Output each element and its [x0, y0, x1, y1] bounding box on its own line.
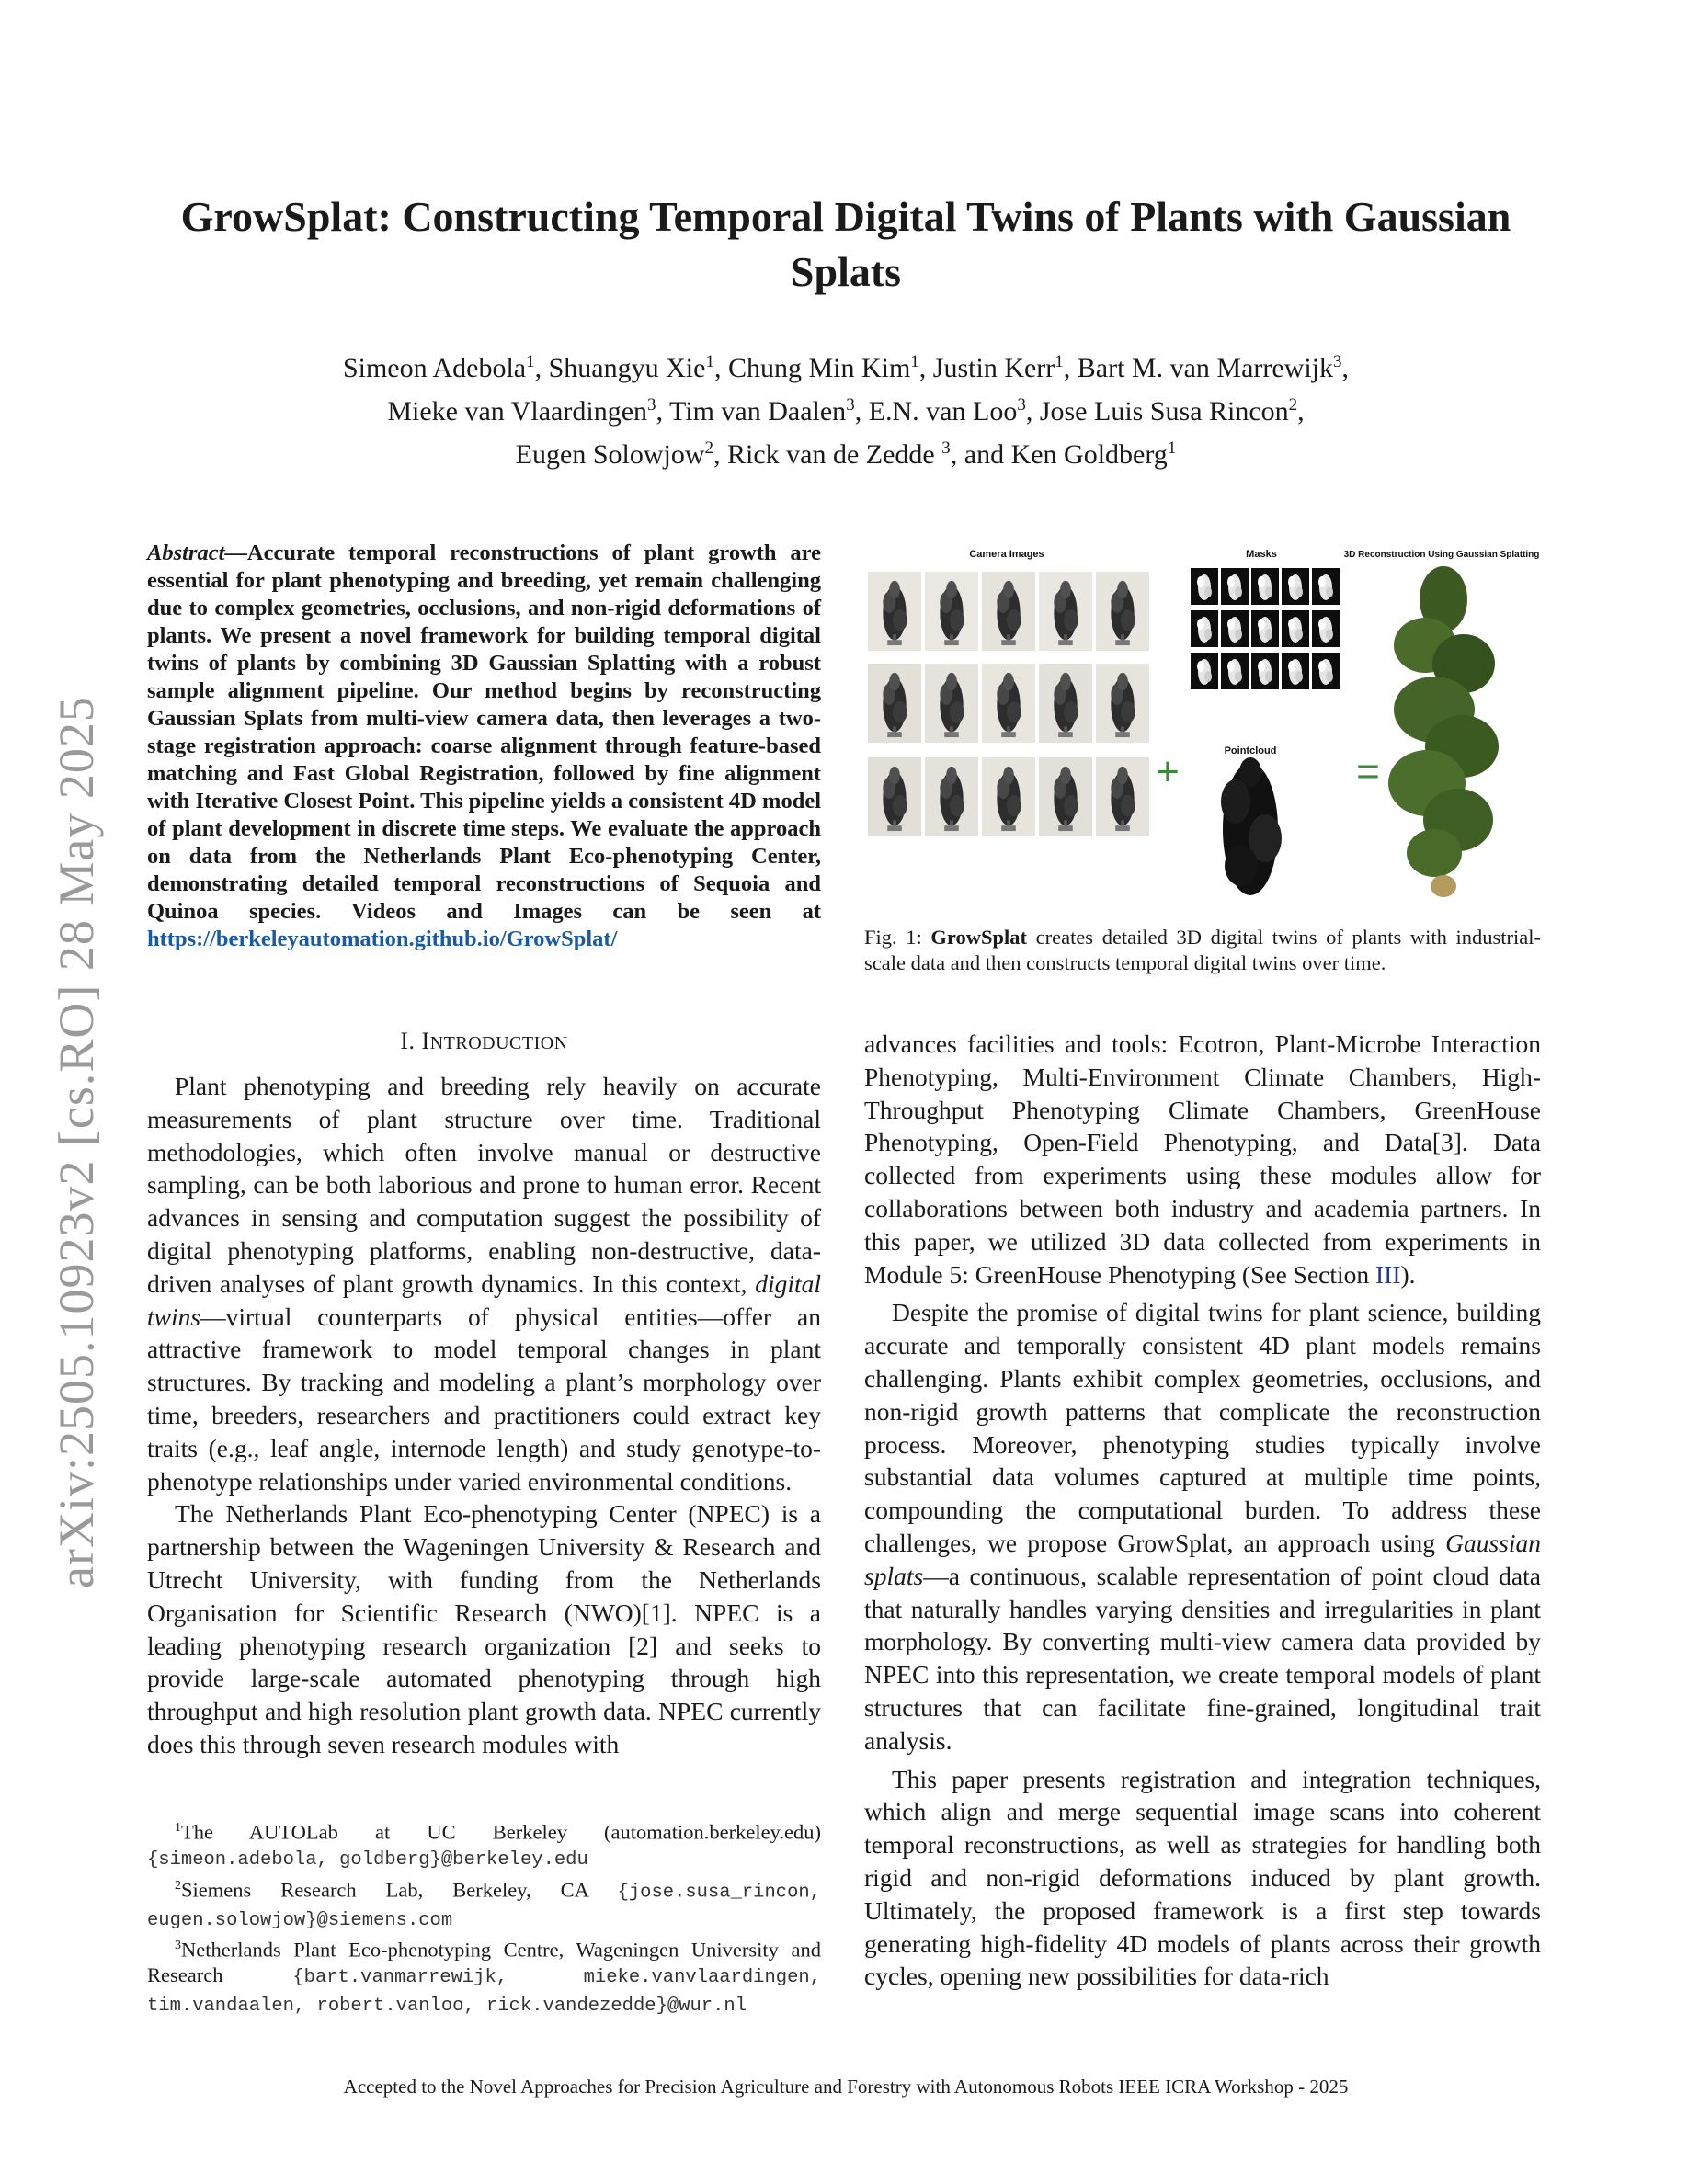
author: Simeon Adebola$^1$ — [342, 352, 535, 383]
author: Bart M. van Marrewijk$^3$ — [1077, 352, 1342, 383]
plus-sign: + — [1156, 749, 1180, 794]
author: Tim van Daalen$^3$ — [668, 395, 855, 427]
paragraph: This paper presents registration and integration techniques, which align and merge sequential image scans into coherent temporal reconstructions, as well as strategies for handling both rigid and non-rigid deformations induced by plant growth. Ultimately, the proposed framework is a first step towards generating high-fidelity 4D models of plants across their growth cycles, opening new possibilities for data-rich — [864, 1764, 1541, 1991]
paragraph: advances facilities and tools: Ecotron, Plant-Microbe Interaction Phenotyping, Multi-Environment Climate Chambers, High-Throughput Phenotyping Climate Chambers, GreenHouse Phenotyping, Open-Field Phenotyping, and Data[3]. Data collected from experiments using these modules allow for collaborations between both industry and academia partners. In this paper, we utilized 3D data collected from experiments in Module 5: GreenHouse Phenotyping (See Section III). — [864, 1029, 1541, 1289]
caption-bold: GrowSplat — [930, 926, 1027, 949]
author: Mieke van Vlaardingen$^3$ — [387, 395, 656, 427]
equals-sign: = — [1356, 749, 1380, 794]
figure-1-graphic — [864, 544, 1541, 903]
section-number: I. — [400, 1028, 422, 1054]
right-column-body — [864, 1028, 1541, 1993]
figure-1-caption — [864, 925, 1541, 976]
author: E.N. van Loo$^3$ — [868, 395, 1026, 427]
abstract-lead: Abstract — [147, 540, 225, 565]
camera-images-label: Camera Images — [969, 549, 1044, 560]
footnote-1: $^1$The AUTOLab at UC Berkeley (automation.berkeley.edu) {simeon.adebola, goldberg}@berkeley.edu — [147, 1820, 821, 1871]
pointcloud-plant — [1221, 757, 1282, 895]
mask-grid — [1191, 568, 1340, 689]
camera-image-grid — [868, 572, 1149, 836]
section-first-letter: I — [421, 1028, 430, 1054]
paragraph: The Netherlands Plant Eco-phenotyping Center (NPEC) is a partnership between the Wageningen University & Research and Utrecht University, with funding from the Netherlands Organisation for Scientific Research (NWO)[1]. NPEC is a leading phenotyping research organization [2] and seeks to provide large-scale automated phenotyping through high throughput and high resolution plant growth data. NPEC currently does this through seven research modules with — [147, 1499, 821, 1758]
footnote-3: $^3$Netherlands Plant Eco-phenotyping Centre, Wageningen University and Research {bart.vanmarrewijk, mieke.vanvlaardingen, tim.vandaalen, robert.vanloo, rick.vandezedde}@wur.nl — [147, 1938, 821, 2017]
reconstruction-label: 3D Reconstruction Using Gaussian Splatting — [1343, 550, 1540, 560]
project-link[interactable]: https://berkeleyautomation.github.io/GrowSplat/ — [147, 927, 618, 951]
arxiv-side-stamp: arXiv:2505.10923v2 [cs.RO] 28 May 2025 — [49, 696, 104, 1588]
section-rest: NTRODUCTION — [429, 1033, 568, 1053]
paragraph: Plant phenotyping and breeding rely heavily on accurate measurements of plant structure over time. Traditional methodologies, which often involve manual or destructive sampling, can be both laborious and prone to human error. Recent advances in sensing and computation suggest the possibility of digital phenotyping platforms, enabling non-destructive, data-driven analyses of plant growth dynamics. In this context, digital twins—virtual counterparts of physical entities—offer an attractive framework to model temporal changes in plant structures. By tracking and modeling a plant’s morphology over time, breeders, researchers and practitioners could extract key traits (e.g., leaf angle, internode length) and study genotype-to-phenotype relationships under varied environmental conditions. — [147, 1072, 821, 1496]
caption-prefix: Fig. 1: — [864, 926, 931, 949]
author: Eugen Solowjow$^2$ — [515, 438, 713, 470]
page-footer: Accepted to the Novel Approaches for Precision Agriculture and Forestry with Autonomous Robots IEEE ICRA Workshop - 2025 — [343, 2076, 1349, 2098]
left-column-body — [147, 1070, 821, 1761]
author: Shuangyu Xie$^1$ — [548, 352, 714, 383]
figure-1 — [864, 544, 1541, 903]
abstract — [147, 540, 821, 953]
paragraph: Despite the promise of digital twins for plant science, building accurate and temporally consistent 4D plant models remains challenging. Plants exhibit complex geometries, occlusions, and non-rigid growth patterns that complicate the reconstruction process. Moreover, phenotyping studies typically involve substantial data volumes captured at multiple time points, compounding the computational burden. To address these challenges, we propose GrowSplat, an approach using Gaussian splats—a continuous, scalable representation of point cloud data that naturally handles varying densities and irregularities in plant morphology. By converting multi-view camera data provided by NPEC into this representation, we create temporal models of plant structures that can facilitate fine-grained, longitudinal trait analysis. — [864, 1298, 1541, 1755]
footnotes — [147, 1815, 821, 2019]
author-list: Simeon Adebola$^1$, Shuangyu Xie$^1$, Chung Min Kim$^1$, Justin Kerr$^1$, Bart M. van Marrewijk$^3$, Mieke van Vlaardingen$^3$, Tim van Daalen$^3$, E.N. van Loo$^3$, Jose Luis Susa Rincon$^2$, Eugen Solowjow$^2$, Rick van de Zedde $^3$, and Ken Goldberg$^1$ — [342, 352, 1350, 470]
section-heading-introduction — [147, 1028, 821, 1055]
caption-text: creates detailed 3D digital twins of plants with industrial-scale data and then constructs temporal digital twins over time. — [864, 926, 1541, 974]
author: Justin Kerr$^1$ — [932, 352, 1064, 383]
section-reference-link[interactable]: III — [1375, 1259, 1401, 1289]
paper-title: GrowSplat: Constructing Temporal Digital Twins of Plants with Gaussian Splats — [180, 193, 1511, 295]
footnote-2: $^2$Siemens Research Lab, Berkeley, CA {jose.susa_rincon, eugen.solowjow}@siemens.com — [147, 1878, 821, 1931]
reconstructed-plant — [1388, 566, 1499, 897]
author: Chung Min Kim$^1$ — [727, 352, 919, 383]
masks-label: Masks — [1246, 549, 1277, 560]
pointcloud-label: Pointcloud — [1224, 745, 1277, 756]
author: Jose Luis Susa Rincon$^2$ — [1039, 395, 1298, 427]
author: Rick van de Zedde $^3$ — [727, 438, 951, 470]
author: and Ken Goldberg$^1$ — [964, 438, 1177, 470]
abstract-dash: — — [224, 540, 247, 565]
abstract-text: Accurate temporal reconstructions of plant growth are essential for plant phenotyping and breeding, yet remain challenging due to complex geometries, occlusions, and non-rigid deformations of plants. We present a novel framework for building temporal digital twins of plants by combining 3D Gaussian Splatting with a robust sample alignment pipeline. Our method begins by reconstructing Gaussian Splats from multi-view camera data, then leverages a two-stage registration approach: coarse alignment through feature-based matching and Fast Global Registration, followed by fine alignment with Iterative Closest Point. This pipeline yields a consistent 4D model of plant development in discrete time steps. We evaluate the approach on data from the Netherlands Plant Eco-phenotyping Center, demonstrating detailed temporal reconstructions of Sequoia and Quinoa species. Videos and Images can be seen at — [147, 540, 821, 924]
